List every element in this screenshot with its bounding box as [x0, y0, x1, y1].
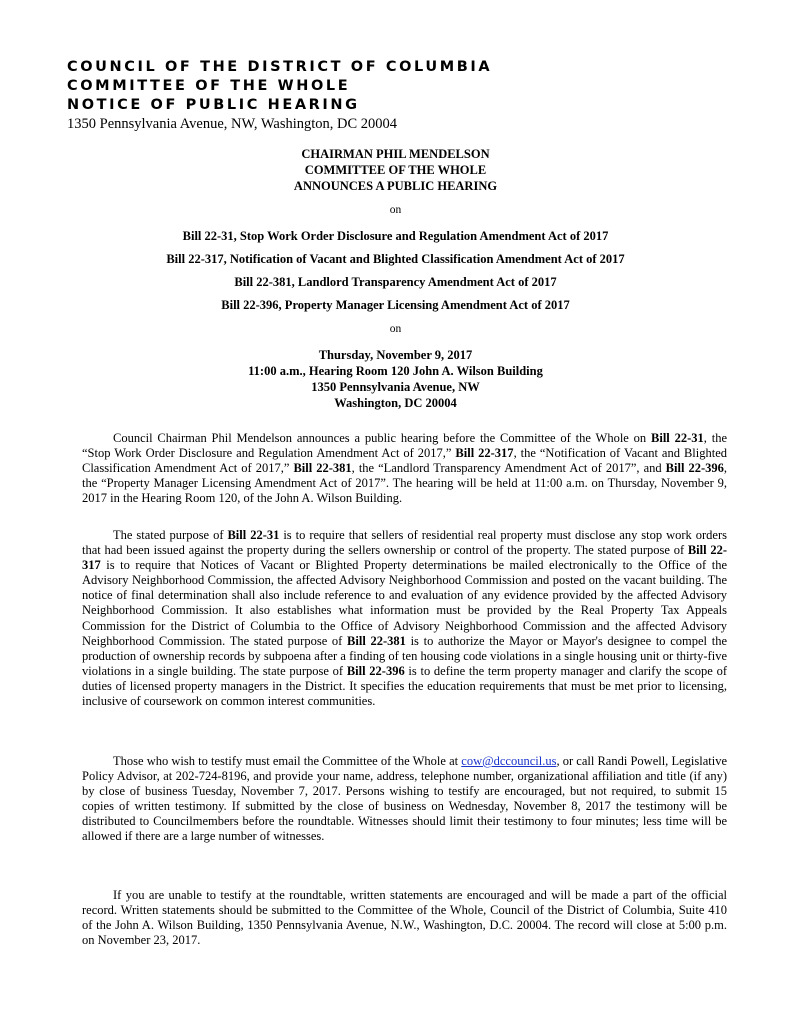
purpose-paragraph: The stated purpose of Bill 22-31 is to require that sellers of residential real property must disclose any stop work orders that had been issued against the property during the sellers ownership or control of the property. The stated purpose of Bill 22-317 is to require that Notices of Vacant or Blighted Property determinations be mailed electronically to the Office of the Advisory Neighborhood Commission, the affected Advisory Neighborhood Commission and posted on the vacant building. The notice of final determination shall also include reference to and evaluation of any evidence provided by the affected Advisory Neighborhood Commission. It also establishes what information must be provided by the Real Property Tax Appeals Commission for the District of Columbia to the Office of Advisory Neighborhood Commission and the affected Advisory Neighborhood Commission. The stated purpose of Bill 22-381 is to authorize the Mayor or Mayor's designee to compel the production of ownership records by subpoena after a finding of ten housing code violations in a single housing unit or thirty-five violations in a single building. The state purpose of Bill 22-396 is to define the term property manager and clarify the scope of duties of licensed property managers in the District. It specifies the education requirements that must be met prior to licensing, inclusive of coursework on common interest communities. [82, 528, 727, 709]
on-text: on [389, 204, 402, 216]
written-statements-paragraph: If you are unable to testify at the roundtable, written statements are encouraged and will be made a part of the official record. Written statements should be submitted to the Committee of the Whole, Council of the District of Columbia, Suite 410 of the John A. Wilson Building, 1350 Pennsylvania Avenue, N.W., Washington, D.C. 20004. The record will close at 5:00 p.m. on November 23, 2017. [82, 888, 727, 948]
committee-name: COMMITTEE OF THE WHOLE [67, 78, 351, 94]
on-text: on [389, 323, 402, 335]
hearing-date: Thursday, November 9, 2017 [318, 348, 473, 362]
bill-title: Bill 22-396, Property Manager Licensing Amendment Act of 2017 [221, 298, 570, 312]
intro-paragraph: Council Chairman Phil Mendelson announces a public hearing before the Committee of the Whole on Bill 22-31, the “Stop Work Order Disclosure and Regulation Amendment Act of 2017,” Bill 22-317, the “Notification of Vacant and Blighted Classification Amendment Act of 2017,” Bill 22-381, the “Landlord Transparency Amendment Act of 2017”, and Bill 22-396, the “Property Manager Licensing Amendment Act of 2017”. The hearing will be held at 11:00 a.m. on Thursday, November 9, 2017 in the Hearing Room 120, of the John A. Wilson Building. [82, 431, 727, 506]
announce-committee: COMMITTEE OF THE WHOLE [304, 163, 487, 177]
letterhead [67, 58, 492, 133]
email-link[interactable]: cow@dccouncil.us [461, 754, 557, 768]
council-name: COUNCIL OF THE DISTRICT OF COLUMBIA [67, 59, 493, 75]
bill-title: Bill 22-381, Landlord Transparency Amendment Act of 2017 [234, 275, 557, 289]
notice-title: NOTICE OF PUBLIC HEARING [67, 97, 360, 113]
announcement-heading [0, 146, 791, 194]
announce-chairman: CHAIRMAN PHIL MENDELSON [301, 147, 490, 161]
hearing-details [0, 347, 791, 411]
hearing-city: Washington, DC 20004 [334, 396, 457, 410]
announce-hearing: ANNOUNCES A PUBLIC HEARING [293, 179, 498, 193]
bill-title: Bill 22-317, Notification of Vacant and Blighted Classification Amendment Act of 2017 [166, 252, 625, 266]
bill-title: Bill 22-31, Stop Work Order Disclosure and Regulation Amendment Act of 2017 [182, 229, 609, 243]
hearing-street: 1350 Pennsylvania Avenue, NW [311, 380, 480, 394]
hearing-time-place: 11:00 a.m., Hearing Room 120 John A. Wilson Building [248, 364, 543, 378]
testimony-paragraph: Those who wish to testify must email the Committee of the Whole at cow@dccouncil.us, or call Randi Powell, Legislative Policy Advisor, at 202-724-8196, and provide your name, address, telephone number, organizational affiliation and title (if any) by close of business Tuesday, November 7, 2017. Persons wishing to testify are encouraged, but not required, to submit 15 copies of written testimony. If submitted by the close of business on Wednesday, November 8, 2017 the testimony will be distributed to Councilmembers before the roundtable. Witnesses should limit their testimony to four minutes; less time will be allowed if there are a large number of witnesses. [82, 754, 727, 844]
letterhead-address: 1350 Pennsylvania Avenue, NW, Washington, DC 20004 [67, 116, 398, 132]
